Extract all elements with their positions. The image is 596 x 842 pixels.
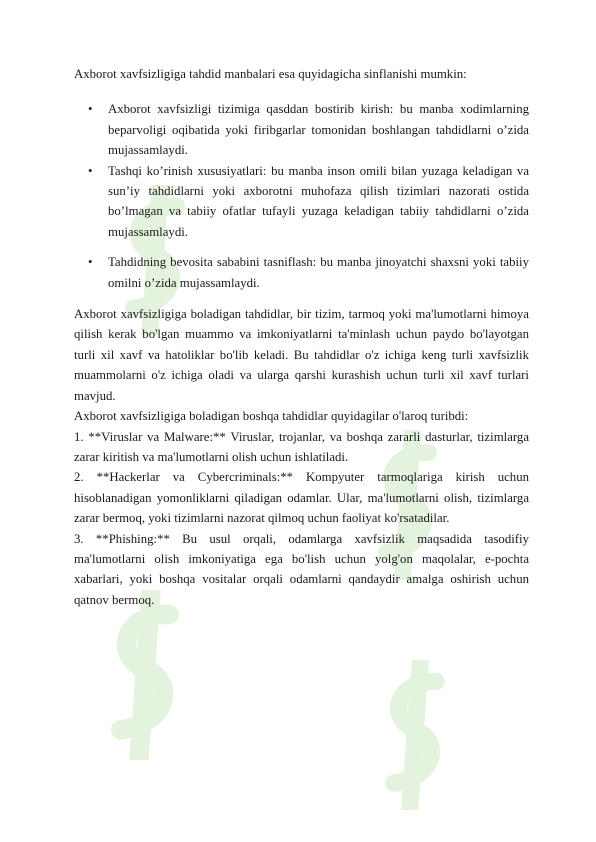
paragraph: Axborot xavfsizligiga boladigan tahdidlar, bir tizim, tarmoq yoki ma'lumotlarni himoya qilish kerak bo'lgan muammo va imkoniyatlarni ta'minlash uchun paydo bo'layotgan turli xil xavf va hatoliklar bo'lib keladi. Bu tahdidlar o'z ichiga keng turli xavfsizlik muammolarni o'z ichiga oladi va ularga qarshi kurashish uchun turli xil xavf turlari mavjud.	[74, 307, 529, 403]
paragraph: 3. **Phishing:** Bu usul orqali, odamlarga xavfsizlik maqsadida tasodifiy ma'lumotlarni olish imkoniyatiga ega bo'lish uchun yolg'on maqolalar, e-pochta xabarlari, yoki boshqa vositalar orqali odamlarni qandaydir amalga oshirish uchun qatnov bermoq.	[74, 531, 529, 607]
paragraph: Axborot xavfsizligiga boladigan boshqa tahdidlar quyidagilar o'laroq turibdi:	[74, 409, 469, 424]
list-item-text: Tahdidning bevosita sababini tasniflash: bu manba jinoyatchi shaxsni yoki tabiiy omilni o’zida mujassamlaydi.	[108, 255, 529, 290]
bullet-icon: •	[88, 255, 93, 270]
bullet-icon: •	[88, 102, 93, 117]
watermark-icon	[360, 660, 470, 810]
list-item	[74, 252, 529, 293]
list-item	[74, 99, 529, 160]
list-item-text: Axborot xavfsizligi tizimiga qasddan bostirib kirish: bu manba xodimlarning beparvoligi oqibatida yoki firibgarlar tomonidan boshlangan tahdidlarni o’zida mujassamlaydi.	[108, 102, 529, 158]
paragraph: 1. **Viruslar va Malware:** Viruslar, trojanlar, va boshqa zararli dasturlar, tizimlarga zarar kiritish va ma'lumotlarni olish uchun ishlatiladi.	[74, 429, 529, 464]
document-body	[74, 64, 529, 610]
bullet-icon: •	[88, 163, 93, 178]
list-item-text: Tashqi ko’rinish xususiyatlari: bu manba inson omili bilan yuzaga keladigan va sun’iy tahdidlarni yoki axborotni muhofaza qilish tizimlari nazorati ostida bo’lmagan va tabiiy ofatlar tufayli yuzaga keladigan tabiiy tahdidlarni o’zida mujassamlaydi.	[108, 163, 529, 239]
list-item	[74, 161, 529, 243]
paragraph: 2. **Hackerlar va Cybercriminals:** Kompyuter tarmoqlariga kirish uchun hisoblanadigan yomonliklarni qiladigan odamlar. Ular, ma'lumotlarni olish, tizimlarga zarar bermoq, yoki tizimlarni nazorat qilmoq uchun faoliyat ko'rsatadilar.	[74, 470, 529, 526]
intro-text: Axborot xavfsizligiga tahdid manbalari esa quyidagicha sinflanishi mumkin:	[74, 67, 467, 81]
watermark-icon	[80, 590, 210, 760]
bullet-list	[74, 99, 529, 293]
